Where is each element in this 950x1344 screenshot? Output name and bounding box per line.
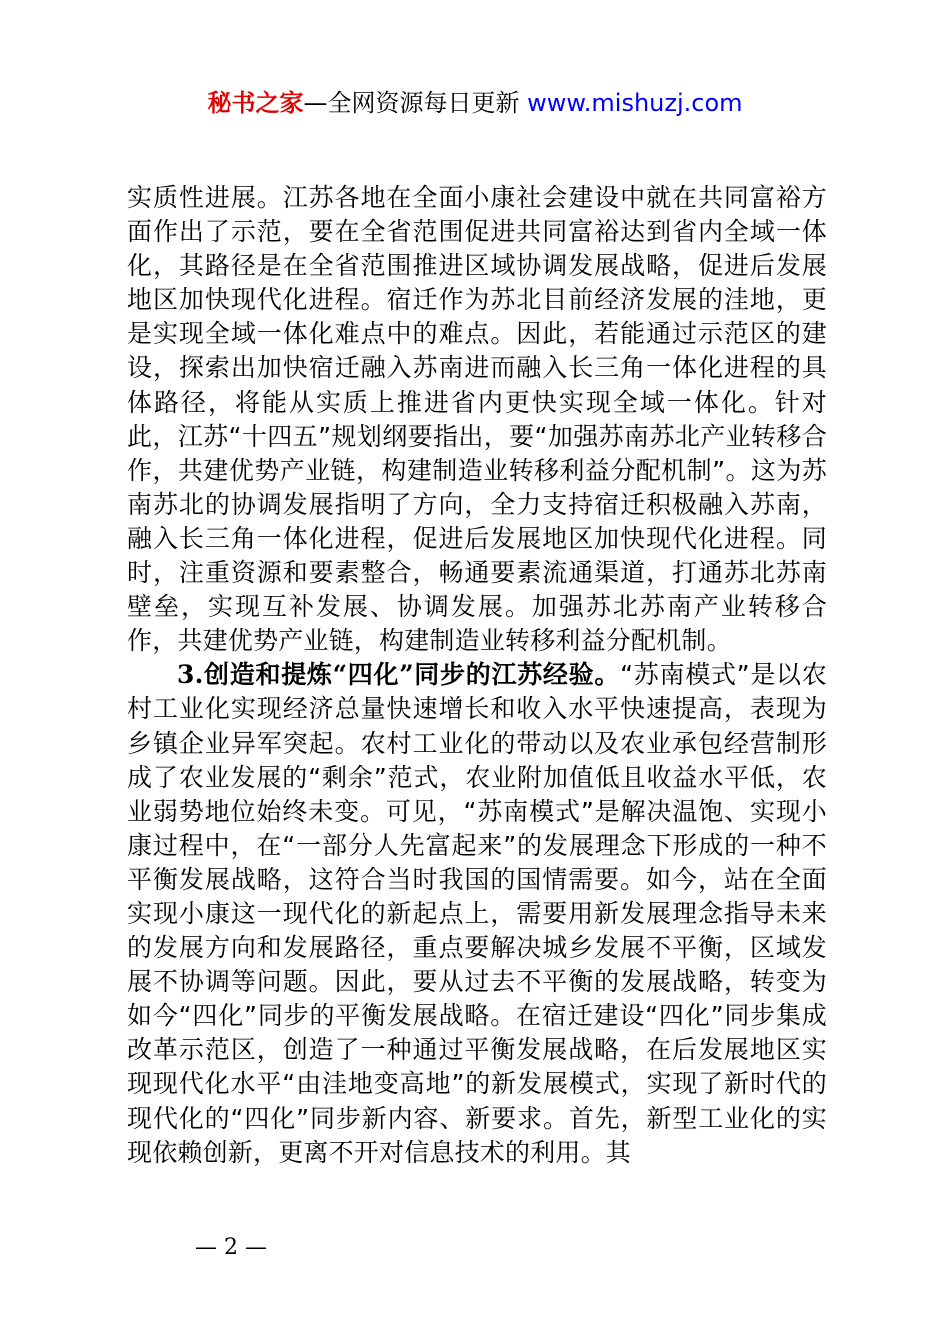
document-body (127, 181, 827, 1170)
page-number: — 2 — (195, 1235, 267, 1260)
site-url-link[interactable]: www.mishuzj.com (527, 89, 743, 117)
paragraph-1: 实质性进展。江苏各地在全面小康社会建设中就在共同富裕方面作出了示范，要在全省范围促进共同富裕达到省内全域一体化，其路径是在全省范围推进区域协调发展战略，促进后发展地区加快现代化进程。宿迁作为苏北目前经济发展的洼地，更是实现全域一体化难点中的难点。因此，若能通过示范区的建设，探索出加快宿迁融入苏南进而融入长三角一体化进程的具体路径，将能从实质上推进省内更快实现全域一体化。针对此，江苏“十四五”规划纲要指出，要“加强苏南苏北产业转移合作，共建优势产业链，构建制造业转移利益分配机制”。这为苏南苏北的协调发展指明了方向，全力支持宿迁积极融入苏南，融入长三角一体化进程，促进后发展地区加快现代化进程。同时，注重资源和要素整合，畅通要素流通渠道，打通苏北苏南壁垒，实现互补发展、协调发展。加强苏北苏南产业转移合作，共建优势产业链，构建制造业转移利益分配机制。 (127, 183, 827, 656)
paragraph-2 (127, 658, 827, 1169)
brand-name: 秘书之家 (207, 89, 304, 117)
paragraph-2-heading: 3.创造和提炼“四化”同步的江苏经验。 (177, 660, 621, 690)
paragraph-2-text: “苏南模式”是以农村工业化实现经济总量快速增长和收入水平快速提高，表现为乡镇企业异军突起。农村工业化的带动以及农业承包经营制形成了农业发展的“剩余”范式，农业附加值低且收益水平低，农业弱势地位始终未变。可见，“苏南模式”是解决温饱、实现小康过程中，在“一部分人先富起来”的发展理念下形成的一种不平衡发展战略，这符合当时我国的国情需要。如今，站在全面实现小康这一现代化的新起点上，需要用新发展理念指导未来的发展方向和发展路径，重点要解决城乡发展不平衡，区域发展不协调等问题。因此，要从过去不平衡的发展战略，转变为如今“四化”同步的平衡发展战略。在宿迁建设“四化”同步集成改革示范区，创造了一种通过平衡发展战略，在后发展地区实现现代化水平“由洼地变高地”的新发展模式，实现了新时代的现代化的“四化”同步新内容、新要求。首先，新型工业化的实现依赖创新，更离不开对信息技术的利用。其 (127, 660, 827, 1167)
site-header (0, 86, 950, 120)
header-tagline: —全网资源每日更新 (303, 89, 528, 117)
